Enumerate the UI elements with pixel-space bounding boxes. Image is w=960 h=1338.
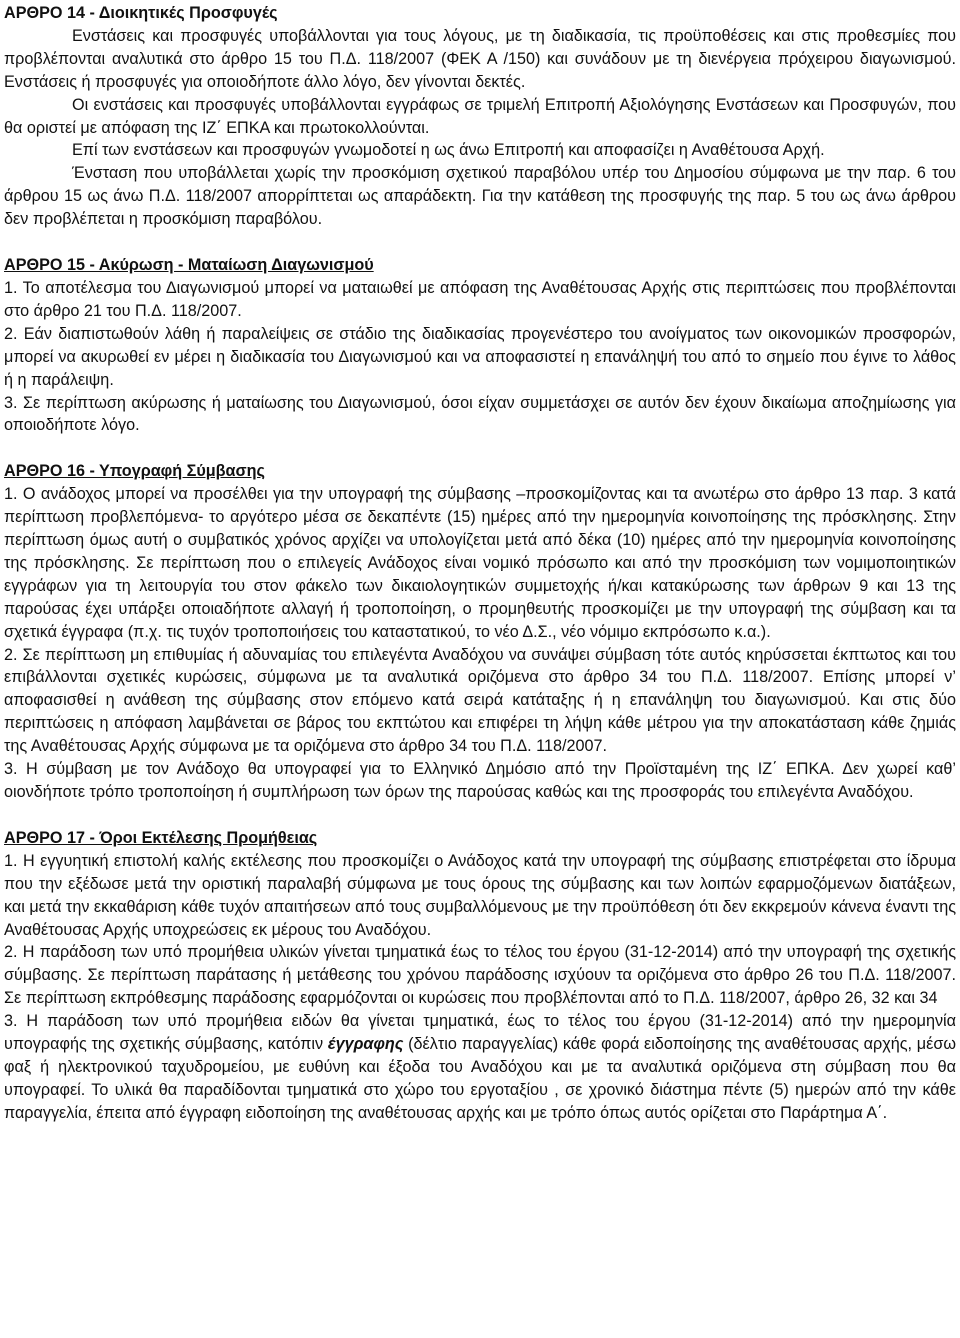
article-16-paragraph-3: 3. Η σύμβαση με τον Ανάδοχο θα υπογραφεί για το Ελληνικό Δημόσιο από την Προϊσταμένη της ΙΖ΄ ΕΠΚΑ. Δεν χωρεί καθ’ οιονδήποτε τρόπο τροποποίηση ή συμπλήρωση των όρων της παρούσας καθώς και της προσφοράς του επιλεγέντα Αναδόχου. (4, 760, 956, 801)
article-14-paragraph-3: Επί των ενστάσεων και προσφυγών γνωμοδοτεί η ως άνω Επιτροπή και αποφασίζει η Αναθέτουσα Αρχή. (72, 141, 825, 160)
article-14-paragraph-2: Οι ενστάσεις και προσφυγές υποβάλλονται εγγράφως σε τριμελή Επιτροπή Αξιολόγησης Ενστάσεων και Προσφυγών, που θα οριστεί με απόφαση της ΙΖ΄ ΕΠΚΑ και πρωτοκολλούνται. (4, 95, 956, 137)
article-14-title: ΑΡΘΡΟ 14 - Διοικητικές Προσφυγές (4, 4, 278, 22)
article-17-paragraph-2: 2. Η παράδοση των υπό προμήθεια υλικών γίνεται τμηματικά έως το τέλος του έργου (31-12-2014) από την υπογραφή της σχετικής σύμβασης. Σε περίπτωση παράτασης ή μετάθεσης του χρόνου παράδοσης ισχύουν τα οριζόμενα στο άρθρο 26 του Π.Δ. 118/2007. Σε περίπτωση εκπρόθεσμης παράδοσης εφαρμόζονται οι κυρώσεις που προβλέπονται από το Π.Δ. 118/2007, άρθρο 26, 32 και 34 (4, 943, 956, 1008)
article-17-p3-text-start: 3. Η παράδοση των υπό προμήθεια ειδών θα γίνεται τμηματικά, έως το τέλος του έργου (31-12-2014) από την ημερομηνία υπογραφής της σχετικής σύμβασης, κατόπιν (4, 1012, 956, 1054)
article-16-paragraph-1: 1. Ο ανάδοχος μπορεί να προσέλθει για την υπογραφή της σύμβασης –προσκομίζοντας και τα ανωτέρω στο άρθρο 13 παρ. 3 κατά περίπτωση προβλεπόμενα- το αργότερο μέσα σε δεκαπέντε (15) ημέρες από την ημερομηνία κοινοποίησης της πρόσκλησης. Στην περίπτωση όμως αυτή ο συμβατικός χρόνος αρχίζει να υπολογίζεται μετά από δέκα (10) ημέρες από την ημερομηνία κοινοποίησης της πρόσκλησης. Σε περίπτωση που ο επιλεγείς Ανάδοχος είναι νομικό πρόσωπο και από την προσκόμιση των νομιμοποιητικών εγγράφων για τη λειτουργία του στον φάκελο των δικαιολογητικών συμμετοχής ή/και κατακύρωσης των άρθρων 9 και 13 της παρούσας έχει υπάρξει οποιαδήποτε αλλαγή ή τροποποίηση, ο προμηθευτής προσκομίζει με την υπογραφή της σύμβαση και τα σχετικά έγγραφα (π.χ. τις τυχόν τροποποιήσεις του καταστατικού, το νέο Δ.Σ., νέο νόμιμο εκπρόσωπο κ.α.). (4, 485, 956, 641)
article-17-paragraph-1: 1. Η εγγυητική επιστολή καλής εκτέλεσης που προσκομίζει ο Ανάδοχος κατά την υπογραφή της σύμβασης επιστρέφεται στο ίδρυμα που την εξέδωσε μετά την οριστική παραλαβή σύμφωνα με τους όρους της σύμβασης και των λοιπών εφαρμοζόμενων διατάξεων, και μετά την εκκαθάριση κάθε τυχόν απαιτήσεων από τους συμβαλλόμενους με την προϋπόθεση ότι δεν εκκρεμούν κάνενα έναντι της Αναθέτουσας Αρχής υποχρεώσεις εκ μέρους του Αναδόχου. (4, 851, 956, 939)
article-14-paragraph-4: Ένσταση που υποβάλλεται χωρίς την προσκόμιση σχετικού παραβόλου υπέρ του Δημοσίου σύμφωνα με την παρ. 6 του άρθρου 15 ως άνω Π.Δ. 118/2007 απορρίπτεται ως απαράδεκτη. Για την κατάθεση της προσφυγής της παρ. 5 του ως άνω άρθρου δεν προβλέπεται η προσκόμιση παραβόλου. (4, 164, 956, 229)
article-15-paragraph-2: 2. Εάν διαπιστωθούν λάθη ή παραλείψεις σε στάδιο της διαδικασίας προγενέστερο του ανοίγματος των οικονομικών προσφορών, μπορεί να ακυρωθεί εν μέρει η διαδικασία του Διαγωνισμού και να αποφασιστεί η επανάληψή του από το σημείο που έγινε το λάθος ή η παράλειψη. (4, 324, 956, 389)
article-15-title: ΑΡΘΡΟ 15 - Ακύρωση - Ματαίωση Διαγωνισμού (4, 256, 374, 275)
article-17-title: ΑΡΘΡΟ 17 - Όροι Εκτέλεσης Προμήθειας (4, 828, 318, 847)
article-17-p3-emphasis: έγγραφης (327, 1035, 404, 1054)
article-15-paragraph-3: 3. Σε περίπτωση ακύρωσης ή ματαίωσης του Διαγωνισμού, όσοι είχαν συμμετάσχει σε αυτόν δεν έχουν δικαίωμα αποζημίωσης για οποιοδήποτε λόγο. (4, 393, 956, 435)
article-16-title: ΑΡΘΡΟ 16 - Υπογραφή Σύμβασης (4, 462, 265, 481)
article-17-p3-text-end: (δέλτιο παραγγελίας) κάθε φορά ειδοποίησης της αναθέτουσας αρχής, μέσω φαξ ή ηλεκτρονικού ταχυδρομείου, με ευθύνη και έξοδα του Αναδόχου και με τα αναλυτικά οριζόμενα στη σύμβαση που θα υπογραφεί. Το υλικά θα παραδίδονται τμηματικά στο χώρο του εργοταξίου , σε χρονικό διάστημα πέντε (5) ημερών από την κάθε παραγγελία, έπειτα από έγγραφη ειδοποίηση της αναθέτουσας αρχής και με τρόπο όπως αυτός ορίζεται στο Παράρτημα Α΄. (4, 1035, 956, 1122)
article-14-paragraph-1: Ενστάσεις και προσφυγές υποβάλλονται για τους λόγους, με τη διαδικασία, τις προϋποθέσεις και στις προθεσμίες που προβλέπονται αναλυτικά στο άρθρο 15 του Π.Δ. 118/2007 (ΦΕΚ Α /150) και συνάδουν με τη διενέργεια πρόχειρου διαγωνισμού. Ενστάσεις ή προσφυγές για οποιοδήποτε άλλο λόγο, δεν γίνονται δεκτές. (4, 26, 956, 91)
article-16-paragraph-2: 2. Σε περίπτωση μη επιθυμίας ή αδυναμίας του επιλεγέντα Αναδόχου να συνάψει σύμβαση τότε αυτός κηρύσσεται έκπτωτος και του επιβάλλονται σχετικές κυρώσεις, σύμφωνα με τα αναλυτικά οριζόμενα στο άρθρο 34 του Π.Δ. 118/2007. Επίσης μπορεί ν’ αποφασισθεί η ανάθεση της σύμβασης στον επόμενο κατά σειρά κατάταξης ή η επανάληψη του διαγωνισμού. Και στις δύο περιπτώσεις η απόφαση λαμβάνεται σε βάρος του εκπτώτου και επιφέρει τη λήψη κάθε μέτρου για την αποκατάσταση κάθε ζημιάς της Αναθέτουσας Αρχής σύμφωνα με τα οριζόμενα στο άρθρο 34 του Π.Δ. 118/2007. (4, 645, 956, 756)
article-15-paragraph-1: 1. Το αποτέλεσμα του Διαγωνισμού μπορεί να ματαιωθεί με απόφαση της Αναθέτουσας Αρχής στις περιπτώσεις που προβλέπονται στο άρθρο 21 του Π.Δ. 118/2007. (4, 278, 956, 320)
article-17-paragraph-3 (4, 1010, 956, 1125)
